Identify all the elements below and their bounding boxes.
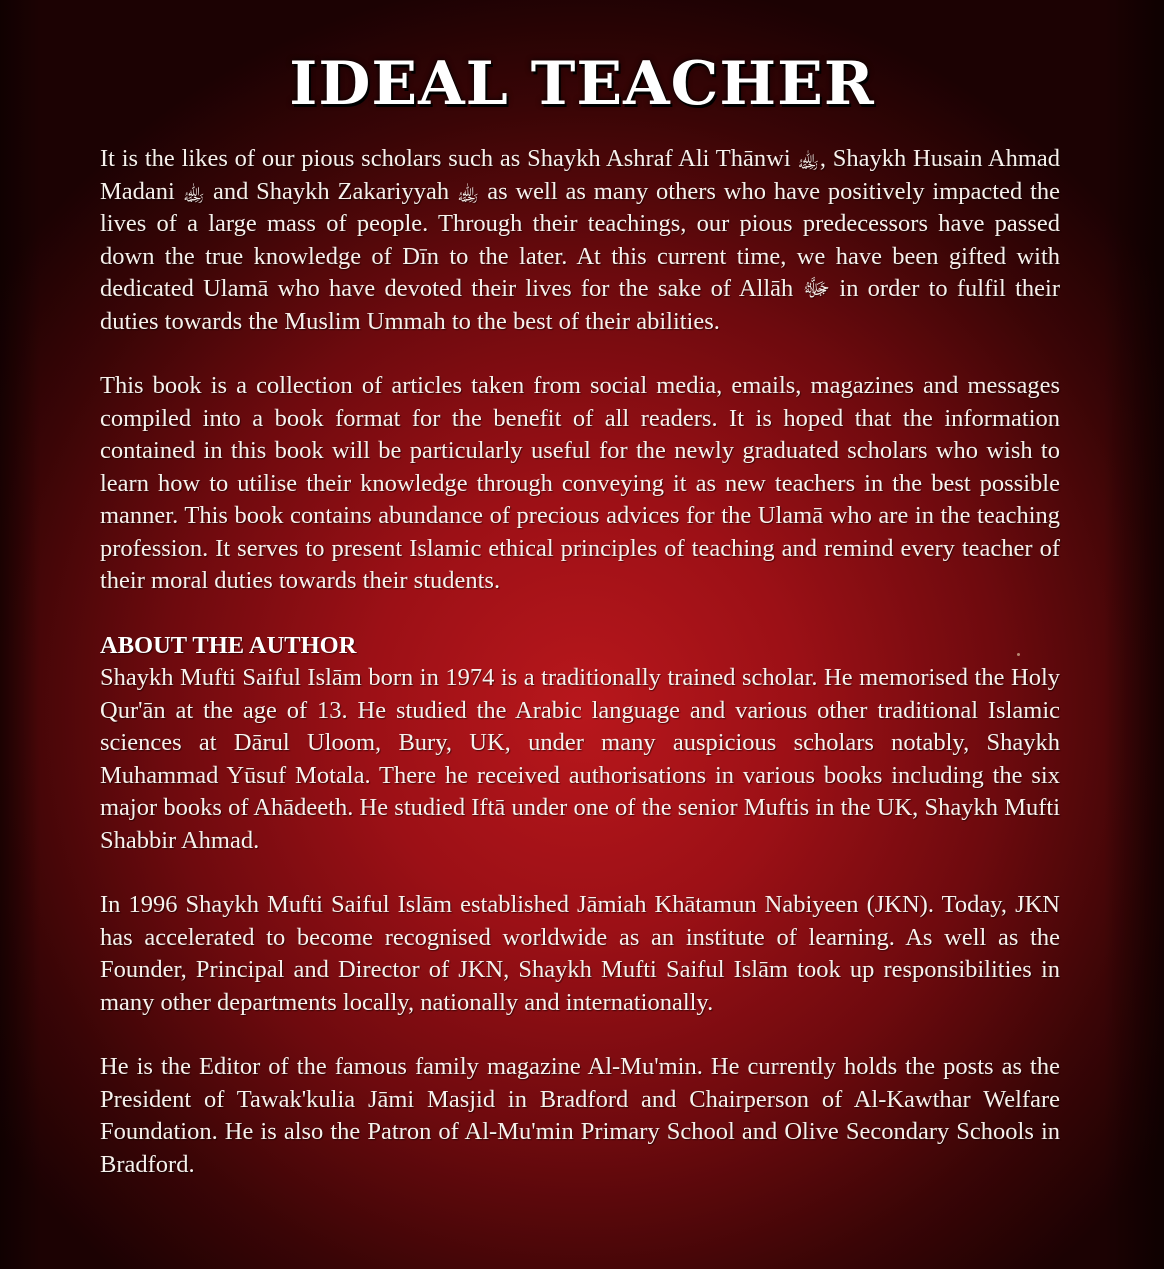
- book-description-paragraph: This book is a collection of articles taken from social media, emails, magazines and messages compiled into a book format for the benefit of all readers. It is hoped that the information contained in this book will be particularly useful for the newly graduated scholars who wish to learn how to utilise their knowledge through conveying it as new teachers in the best possible manner. This book contains abundance of precious advices for the Ulamā who are in the teaching profession. It serves to present Islamic ethical principles of teaching and remind every teacher of their moral duties towards their students.: [100, 372, 1060, 594]
- blurb-text: [100, 143, 1060, 1213]
- about-author-heading: ABOUT THE AUTHOR: [100, 631, 357, 659]
- author-bio-paragraph: Shaykh Mufti Saiful Islām born in 1974 is a traditionally trained scholar. He memorised the Holy Qur'ān at the age of 13. He studied the Arabic language and various other traditional Islamic sciences at Dārul Uloom, Bury, UK, under many auspicious scholars notably, Shaykh Muhammad Yūsuf Motala. There he received authorisations in various books including the six major books of Ahādeeth. He studied Iftā under one of the senior Muftis in the UK, Shaykh Mufti Shabbir Ahmad.: [100, 664, 1060, 854]
- book-title: IDEAL TEACHER: [289, 49, 875, 119]
- author-roles-paragraph: He is the Editor of the famous family magazine Al-Mu'min. He currently holds the posts as the President of Tawak'kulia Jāmi Masjid in Bradford and Chairperson of Al-Kawthar Welfare Foundation. He is also the Patron of Al-Mu'min Primary School and Olive Secondary Schools in Bradford.: [100, 1053, 1060, 1178]
- author-institute-paragraph: In 1996 Shaykh Mufti Saiful Islām established Jāmiah Khātamun Nabiyeen (JKN). Today, JKN has accelerated to become recognised worldwide as an institute of learning. As well as the Founder, Principal and Director of JKN, Shaykh Mufti Saiful Islām took up responsibilities in many other departments locally, nationally and internationally.: [100, 891, 1060, 1016]
- intro-paragraph: It is the likes of our pious scholars such as Shaykh Ashraf Ali Thānwi ﵀, Shaykh Husain Ahmad Madani ﵀ and Shaykh Zakariyyah ﵀ as well as many others who have positively impacted the lives of a large mass of people. Through their teachings, our pious predecessors have passed down the true knowledge of Dīn to the later. At this current time, we have been gifted with dedicated Ulamā who have devoted their lives for the sake of Allāh ﷻ in order to fulfil their duties towards the Muslim Ummah to the best of their abilities.: [100, 145, 1060, 335]
